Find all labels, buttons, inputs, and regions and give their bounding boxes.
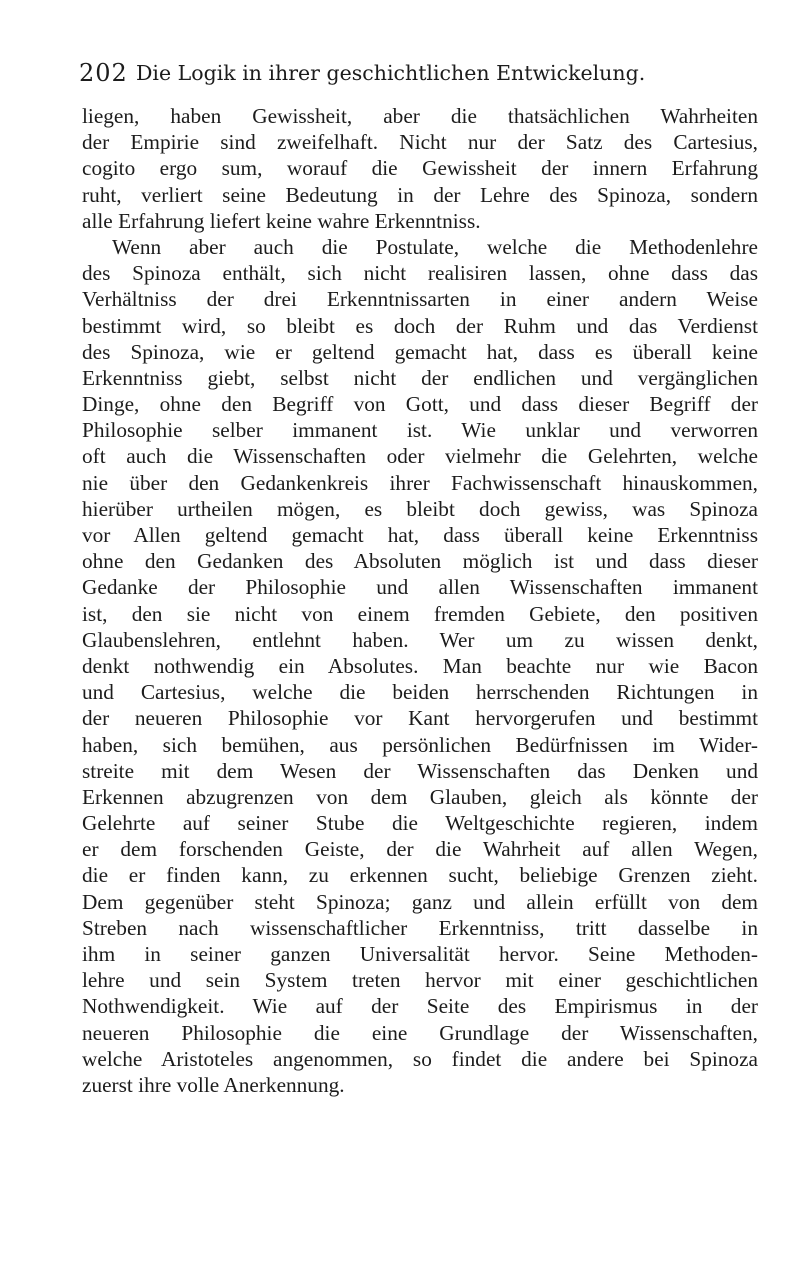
text-line: bestimmt wird, so bleibt es doch der Ruhm und das Verdienst — [82, 313, 758, 338]
text-line: zuerst ihre volle Anerkennung. — [82, 1072, 345, 1097]
text-line: denkt nothwendig ein Absolutes. Man beachte nur wie Bacon — [82, 653, 758, 678]
text-line: und Cartesius, welche die beiden herrschenden Richtungen in — [82, 680, 758, 705]
text-line: ohne den Gedanken des Absoluten möglich ist und dass dieser — [82, 549, 758, 574]
text-line: der neueren Philosophie vor Kant hervorgerufen und bestimmt — [82, 706, 758, 731]
text-line: neueren Philosophie die eine Grundlage der Wissenschaften, — [82, 1020, 758, 1045]
text-line: des Spinoza enthält, sich nicht realisiren lassen, ohne dass das — [82, 261, 758, 286]
text-line: er dem forschenden Geiste, der die Wahrheit auf allen Wegen, — [82, 837, 758, 862]
text-line: ist, den sie nicht von einem fremden Gebiete, den positiven — [82, 601, 758, 626]
text-line: Erkennen abzugrenzen von dem Glauben, gleich als könnte der — [82, 784, 758, 809]
text-line: Erkenntniss giebt, selbst nicht der endlichen und vergänglichen — [82, 365, 758, 390]
text-line: Gedanke der Philosophie und allen Wissenschaften immanent — [82, 575, 758, 600]
text-line: welche Aristoteles angenommen, so findet die andere bei Spinoza — [82, 1046, 758, 1071]
text-line: Gelehrte auf seiner Stube die Weltgeschichte regieren, indem — [82, 811, 758, 836]
text-line: des Spinoza, wie er geltend gemacht hat, dass es überall keine — [82, 339, 758, 364]
book-page — [79, 0, 758, 1273]
body-text — [82, 103, 758, 1098]
paragraph-1 — [82, 103, 758, 234]
text-line: Dinge, ohne den Begriff von Gott, und dass dieser Begriff der — [82, 392, 758, 417]
text-line: ihm in seiner ganzen Universalität hervor. Seine Methoden- — [82, 942, 758, 966]
text-line: oft auch die Wissenschaften oder vielmehr die Gelehrten, welche — [82, 444, 758, 469]
text-line: Dem gegenüber steht Spinoza; ganz und allein erfüllt von dem — [82, 889, 758, 914]
text-line: nie über den Gedankenkreis ihrer Fachwissenschaft hinauskommen, — [82, 470, 758, 495]
text-line: haben, sich bemühen, aus persönlichen Bedürfnissen im Wider- — [82, 732, 758, 757]
text-line: Nothwendigkeit. Wie auf der Seite des Empirismus in der — [82, 994, 758, 1019]
paragraph-2 — [82, 234, 758, 1098]
text-line: ruht, verliert seine Bedeutung in der Lehre des Spinoza, sondern — [82, 182, 758, 207]
text-line: Verhältniss der drei Erkenntnissarten in einer andern Weise — [82, 287, 758, 312]
text-line: hierüber urtheilen mögen, es bleibt doch gewiss, was Spinoza — [82, 496, 758, 521]
text-line: streite mit dem Wesen der Wissenschaften das Denken und — [82, 758, 758, 783]
text-line: die er finden kann, zu erkennen sucht, beliebige Grenzen zieht. — [82, 863, 758, 888]
text-line: vor Allen geltend gemacht hat, dass überall keine Erkenntniss — [82, 523, 758, 547]
page-number: 202 — [79, 59, 128, 87]
text-line: alle Erfahrung liefert keine wahre Erkenntniss. — [82, 208, 481, 233]
running-head — [79, 58, 758, 88]
text-line: der Empirie sind zweifelhaft. Nicht nur der Satz des Cartesius, — [82, 130, 758, 155]
text-line: lehre und sein System treten hervor mit einer geschichtlichen — [82, 968, 758, 993]
text-line: Philosophie selber immanent ist. Wie unklar und verworren — [82, 418, 758, 443]
text-line: cogito ergo sum, worauf die Gewissheit der innern Erfahrung — [82, 156, 758, 181]
text-line: liegen, haben Gewissheit, aber die thatsächlichen Wahrheiten — [82, 104, 758, 128]
text-line: Glaubenslehren, entlehnt haben. Wer um zu wissen denkt, — [82, 627, 758, 652]
running-title: Die Logik in ihrer geschichtlichen Entwickelung. — [136, 61, 646, 85]
text-line: Streben nach wissenschaftlicher Erkenntniss, tritt dasselbe in — [82, 915, 758, 940]
text-line: Wenn aber auch die Postulate, welche die Methodenlehre — [112, 234, 758, 259]
